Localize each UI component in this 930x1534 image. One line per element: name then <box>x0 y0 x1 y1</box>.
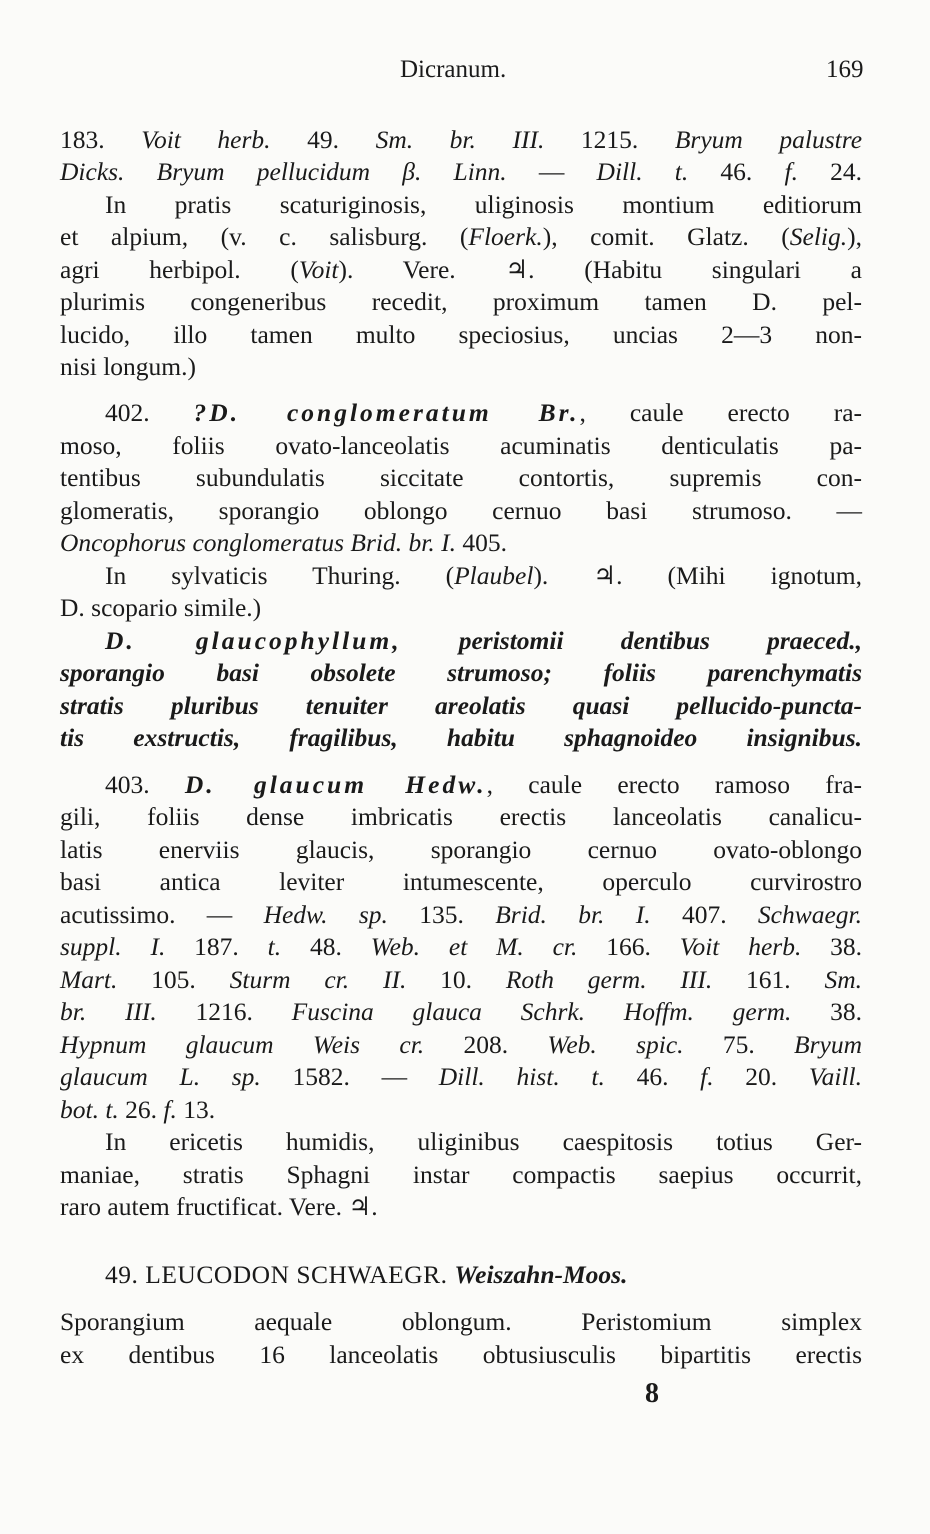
text-segment: ), <box>847 222 862 251</box>
text-segment: D. scopario simile.) <box>60 593 262 622</box>
text-segment: suppl. I. <box>60 932 166 961</box>
text-segment: f. <box>163 1095 177 1124</box>
text-segment: sporangio basi obsolete strumoso; foliis parenchymatis <box>60 658 862 687</box>
text-segment: raro autem fructificat. Vere. ♃. <box>60 1192 378 1221</box>
text-line <box>60 287 862 317</box>
text-segment: , caule erecto ra- <box>579 398 863 427</box>
text-segment: 105. <box>117 965 230 994</box>
text-line <box>60 352 862 382</box>
text-segment: 10. <box>406 965 506 994</box>
text-segment: maniae, stratis Sphagni instar compactis saepius occurrit, <box>60 1160 862 1189</box>
text-segment: lucido, illo tamen multo speciosius, uncias 2—3 non- <box>60 320 862 349</box>
text-segment: Plaubel <box>454 561 534 590</box>
text-segment: 161. <box>712 965 825 994</box>
text-segment: tentibus subundulatis siccitate contortis, supremis con- <box>60 463 862 492</box>
text-segment: Dill. hist. t. <box>438 1062 605 1091</box>
text-line <box>60 1340 862 1370</box>
text-segment: Bryum palustre <box>674 125 863 154</box>
text-segment: 26. <box>118 1095 164 1124</box>
text-line <box>60 255 862 285</box>
text-segment: tis exstructis, fragilibus, habitu sphagnoideo insignibus. <box>60 723 862 752</box>
text-line <box>60 965 862 995</box>
text-segment: , caule erecto ramoso fra- <box>486 770 863 799</box>
text-segment: f. <box>700 1062 714 1091</box>
text-line <box>60 463 862 493</box>
text-line <box>60 1062 862 1092</box>
text-segment: ?D. conglomeratum Br. <box>193 398 580 427</box>
text-line <box>60 691 862 721</box>
text-line <box>60 723 862 753</box>
text-line <box>105 561 862 591</box>
text-segment: glomeratis, sporangio oblongo cernuo basi strumoso. — <box>60 496 862 525</box>
text-segment: plurimis congeneribus recedit, proximum tamen D. pel- <box>60 287 862 316</box>
text-segment: Voit herb. <box>141 125 271 154</box>
text-segment: ). ♃. (Mihi ignotum, <box>533 561 862 590</box>
text-line <box>60 867 862 897</box>
text-segment: 183. <box>60 125 142 154</box>
text-segment: 75. <box>683 1030 795 1059</box>
running-title: Dicranum. <box>400 56 507 83</box>
text-line <box>60 528 862 558</box>
text-segment: 1216. <box>156 997 292 1026</box>
text-line <box>60 1307 862 1337</box>
text-segment: Oncophorus conglomeratus Brid. br. I. <box>60 528 456 557</box>
text-line <box>60 496 862 526</box>
text-segment: f. <box>784 157 798 186</box>
text-segment: Dill. t. <box>596 157 689 186</box>
text-segment: Selig. <box>789 222 848 251</box>
text-segment: stratis pluribus tenuiter areolatis quasi pellucido-puncta- <box>60 691 862 720</box>
text-segment: 38. <box>801 932 863 961</box>
text-segment: ex dentibus 16 lanceolatis obtusiusculis bipartitis erectis <box>60 1340 862 1369</box>
text-line <box>105 398 862 428</box>
text-segment: Mart. <box>60 965 118 994</box>
text-segment: Fuscina glauca Schrk. Hoffm. germ. <box>291 997 792 1026</box>
text-line <box>60 802 862 832</box>
text-line <box>60 997 862 1027</box>
text-line <box>60 1160 862 1190</box>
text-segment: Sporangium aequale oblongum. Peristomium simplex <box>60 1307 862 1336</box>
text-segment: acutissimo. — <box>60 900 264 929</box>
text-segment: Weiszahn-Moos. <box>454 1260 628 1289</box>
text-segment: et alpium, (v. c. salisburg. ( <box>60 222 469 251</box>
text-segment: 1215. <box>544 125 675 154</box>
text-segment: Vaill. <box>808 1062 863 1091</box>
section-heading <box>105 1260 862 1290</box>
text-segment: 24. <box>797 157 863 186</box>
text-segment: 38. <box>791 997 863 1026</box>
text-segment: In sylvaticis Thuring. ( <box>105 561 455 590</box>
text-segment: 1582. — <box>260 1062 439 1091</box>
text-segment: 187. <box>165 932 268 961</box>
text-segment: latis enerviis glaucis, sporangio cernuo ovato-oblongo <box>60 835 862 864</box>
text-segment: 135. <box>387 900 496 929</box>
text-segment: — <box>506 157 597 186</box>
text-segment: t. <box>267 932 282 961</box>
text-segment: Web. spic. <box>547 1030 684 1059</box>
text-segment: Web. et M. cr. <box>370 932 578 961</box>
text-segment: moso, foliis ovato-lanceolatis acuminatis denticulatis pa- <box>60 431 862 460</box>
text-segment: Brid. br. I. <box>495 900 651 929</box>
text-segment: br. III. <box>60 997 157 1026</box>
text-segment: In ericetis humidis, uliginibus caespitosis totius Ger- <box>105 1127 862 1156</box>
text-line <box>60 658 862 688</box>
text-line <box>105 770 862 800</box>
text-segment: Floerk. <box>468 222 543 251</box>
text-segment: gili, foliis dense imbricatis erectis lanceolatis canalicu- <box>60 802 862 831</box>
text-segment: 49. LEUCODON SCHWAEGR. <box>105 1260 455 1289</box>
text-line <box>105 626 862 656</box>
text-segment: agri herbipol. ( <box>60 255 299 284</box>
text-segment: Bryum <box>794 1030 863 1059</box>
text-segment: Hedw. sp. <box>263 900 388 929</box>
text-segment: basi antica leviter intumescente, operculo curvirostro <box>60 867 862 896</box>
text-segment: 403. <box>105 770 185 799</box>
text-line <box>60 1030 862 1060</box>
text-line <box>105 1127 862 1157</box>
text-segment: Dicks. Bryum pellucidum β. Linn. <box>60 157 507 186</box>
text-line <box>60 125 862 155</box>
text-line <box>60 593 862 623</box>
page-number: 169 <box>826 56 864 83</box>
text-line <box>60 157 862 187</box>
text-segment: 48. <box>281 932 371 961</box>
text-segment: Sm. <box>824 965 863 994</box>
text-segment: 405. <box>455 528 507 557</box>
text-segment: Roth germ. III. <box>505 965 713 994</box>
text-segment: 49. <box>270 125 376 154</box>
text-line <box>105 190 862 220</box>
text-line <box>60 222 862 252</box>
text-segment: Voit herb. <box>679 932 802 961</box>
text-segment: Hypnum glaucum Weis cr. <box>60 1030 425 1059</box>
text-segment: In pratis scaturiginosis, uliginosis montium editiorum <box>105 190 862 219</box>
text-segment: 166. <box>577 932 680 961</box>
text-line <box>60 835 862 865</box>
text-segment: glaucum L. sp. <box>60 1062 261 1091</box>
text-segment: nisi longum.) <box>60 352 197 381</box>
text-line <box>60 1095 862 1125</box>
text-line <box>60 1192 862 1222</box>
text-line <box>60 900 862 930</box>
text-segment: 46. <box>604 1062 701 1091</box>
text-segment: Sm. br. III. <box>375 125 545 154</box>
text-segment: 208. <box>424 1030 548 1059</box>
text-segment: bot. t. <box>60 1095 119 1124</box>
text-segment: 13. <box>176 1095 216 1124</box>
text-segment: Voit <box>298 255 339 284</box>
text-line <box>60 932 862 962</box>
text-segment: 46. <box>688 157 785 186</box>
text-segment: 20. <box>713 1062 809 1091</box>
signature-mark: 8 <box>645 1378 659 1409</box>
text-segment: peristomii dentibus praeced., <box>401 626 862 655</box>
text-segment: D. glaucophyllum, <box>105 626 402 655</box>
text-line <box>60 431 862 461</box>
text-segment: D. glaucum Hedw. <box>184 770 487 799</box>
text-segment: ). Vere. ♃. (Habitu singulari a <box>338 255 862 284</box>
text-segment: ), comit. Glatz. ( <box>542 222 790 251</box>
text-segment: Schwaegr. <box>757 900 863 929</box>
text-segment: Sturm cr. II. <box>229 965 407 994</box>
text-line <box>60 320 862 350</box>
text-segment: 407. <box>650 900 758 929</box>
text-segment: 402. <box>105 398 194 427</box>
